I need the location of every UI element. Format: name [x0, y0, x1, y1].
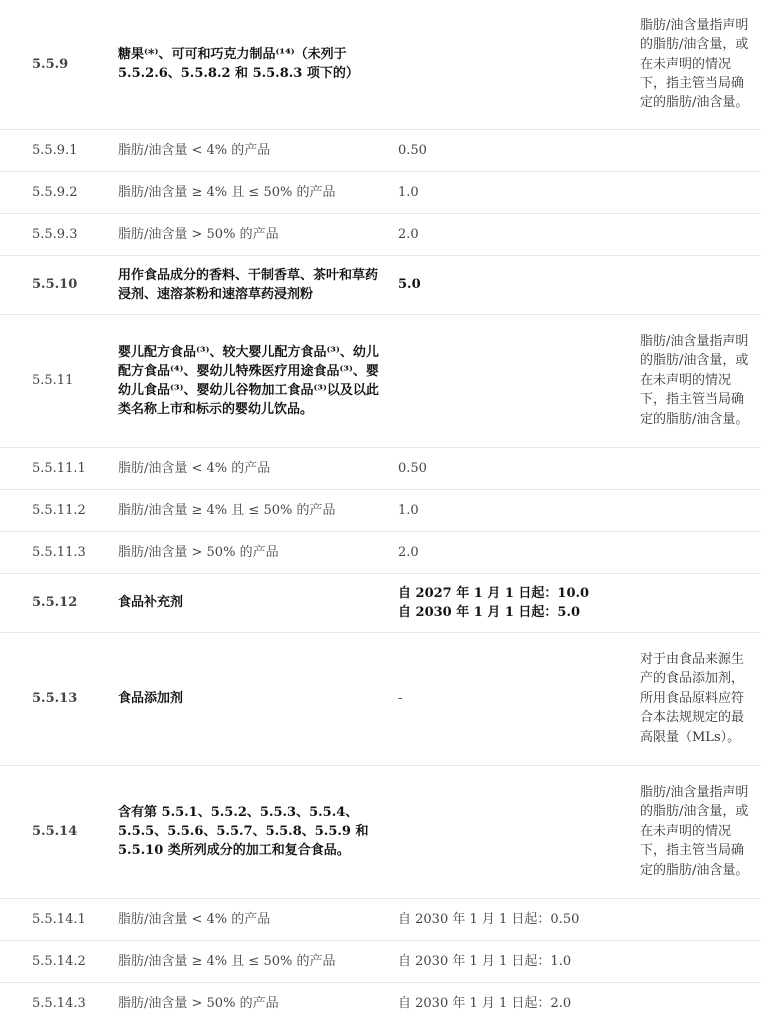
row-note [640, 255, 761, 314]
row-note [640, 573, 761, 632]
row-code: 5.5.11.1 [0, 447, 118, 489]
row-description: 脂肪/油含量 < 4% 的产品 [118, 447, 398, 489]
row-note: 脂肪/油含量指声明的脂肪/油含量，或在未声明的情况下，指主管当局确定的脂肪/油含量。 [640, 17, 749, 111]
table-row [0, 573, 761, 632]
table-row [0, 898, 761, 940]
row-code: 5.5.11.2 [0, 489, 118, 531]
row-limit: 1.0 [398, 171, 640, 213]
row-limit: 2.0 [398, 531, 640, 573]
row-note: 脂肪/油含量指声明的脂肪/油含量，或在未声明的情况下，指主管当局确定的脂肪/油含量。 [640, 314, 761, 447]
row-description: 脂肪/油含量 > 50% 的产品 [118, 213, 398, 255]
row-description: 脂肪/油含量 < 4% 的产品 [118, 898, 398, 940]
row-code: 5.5.14.3 [0, 982, 118, 1024]
row-limit: 自 2030 年 1 月 1 日起：2.0 [398, 982, 640, 1024]
row-note [640, 129, 761, 171]
row-description: 脂肪/油含量 > 50% 的产品 [118, 531, 398, 573]
row-description: 脂肪/油含量 ≥ 4% 且 ≤ 50% 的产品 [118, 489, 398, 531]
row-limit: 1.0 [398, 489, 640, 531]
row-limit: 2.0 [398, 213, 640, 255]
row-limit [398, 573, 640, 632]
row-code: 5.5.10 [0, 255, 118, 314]
row-limit [398, 314, 640, 447]
row-code: 5.5.9 [32, 56, 69, 72]
row-code: 5.5.9.3 [0, 213, 118, 255]
row-description: 脂肪/油含量 ≥ 4% 且 ≤ 50% 的产品 [118, 171, 398, 213]
row-code: 5.5.11 [0, 314, 118, 447]
row-code: 5.5.9.2 [0, 171, 118, 213]
table-row [0, 982, 761, 1024]
row-note [640, 171, 761, 213]
row-note [640, 531, 761, 573]
row-code: 5.5.12 [0, 573, 118, 632]
row-description: 脂肪/油含量 < 4% 的产品 [118, 129, 398, 171]
table-row [0, 213, 761, 255]
row-description: 脂肪/油含量 > 50% 的产品 [118, 982, 398, 1024]
row-note [640, 982, 761, 1024]
row-description: 含有第 5.5.1、5.5.2、5.5.3、5.5.4、5.5.5、5.5.6、5.5.7、5.5.8、5.5.9 和 5.5.10 类所列成分的加工和复合食品。 [118, 765, 398, 898]
row-code: 5.5.14.2 [0, 940, 118, 982]
table-row [0, 314, 761, 447]
row-code: 5.5.9.1 [0, 129, 118, 171]
row-limit [398, 765, 640, 898]
row-note [640, 489, 761, 531]
table-row [0, 632, 761, 765]
row-description: 脂肪/油含量 ≥ 4% 且 ≤ 50% 的产品 [118, 940, 398, 982]
row-limit: - [398, 632, 640, 765]
row-description: 用作食品成分的香料、干制香草、茶叶和草药浸剂、速溶茶粉和速溶草药浸剂粉 [118, 255, 398, 314]
row-limit: 0.50 [398, 129, 640, 171]
row-note [640, 898, 761, 940]
row-note: 脂肪/油含量指声明的脂肪/油含量，或在未声明的情况下，指主管当局确定的脂肪/油含量。 [640, 765, 761, 898]
row-description: 婴儿配方食品⁽³⁾、较大婴儿配方食品⁽³⁾、幼儿配方食品⁽⁴⁾、婴幼儿特殊医疗用途食品⁽³⁾、婴幼儿食品⁽³⁾、婴幼儿谷物加工食品⁽³⁾以及以此类名称上市和标示的婴幼儿饮品。 [118, 314, 398, 447]
row-description: 食品添加剂 [118, 632, 398, 765]
row-code: 5.5.11.3 [0, 531, 118, 573]
row-description: 糖果⁽*⁾、可可和巧克力制品⁽¹⁴⁾（未列于 5.5.2.6、5.5.8.2 和 5.5.8.3 项下的） [118, 47, 359, 82]
limit-line-1: 自 2027 年 1 月 1 日起：10.0 [398, 585, 590, 601]
table-row [0, 129, 761, 171]
table-row [0, 171, 761, 213]
row-note: 对于由食品来源生产的食品添加剂，所用食品原料应符合本法规规定的最高限量（MLs）。 [640, 632, 761, 765]
row-note [640, 940, 761, 982]
row-note [640, 447, 761, 489]
row-limit: 自 2030 年 1 月 1 日起：1.0 [398, 940, 640, 982]
table-row [0, 940, 761, 982]
table-row [0, 447, 761, 489]
row-code: 5.5.14 [0, 765, 118, 898]
table-row [0, 489, 761, 531]
row-description: 食品补充剂 [118, 573, 398, 632]
table-row [0, 765, 761, 898]
row-limit [398, 0, 640, 129]
row-limit: 5.0 [398, 255, 640, 314]
row-limit: 自 2030 年 1 月 1 日起：0.50 [398, 898, 640, 940]
row-code: 5.5.13 [0, 632, 118, 765]
row-limit: 0.50 [398, 447, 640, 489]
limit-line-2: 自 2030 年 1 月 1 日起：5.0 [398, 604, 581, 620]
row-note [640, 213, 761, 255]
table-row [0, 531, 761, 573]
row-code: 5.5.14.1 [0, 898, 118, 940]
table-row [0, 0, 761, 129]
table-row [0, 255, 761, 314]
